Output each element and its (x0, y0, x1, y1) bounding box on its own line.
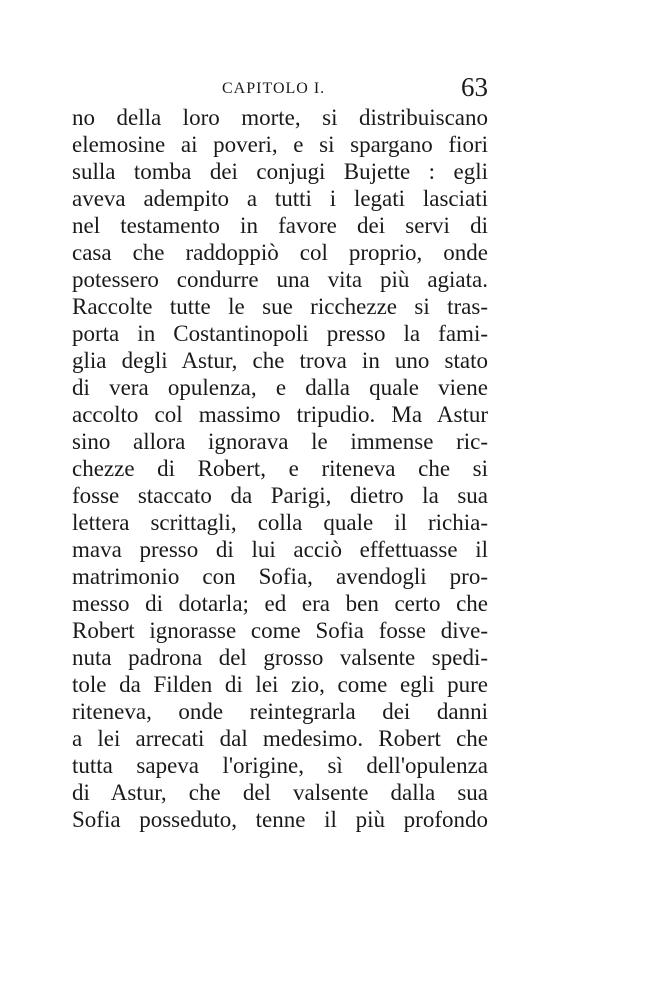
text-line: elemosine ai poveri, e si spargano fiori (72, 132, 488, 157)
text-line: matrimonio con Sofia, avendogli pro- (72, 564, 488, 589)
text-line: Robert ignorasse come Sofia fosse dive- (72, 618, 488, 643)
text-line: glia degli Astur, che trova in uno stato (72, 348, 488, 373)
text-line: fosse staccato da Parigi, dietro la sua (72, 483, 488, 508)
text-line: di vera opulenza, e dalla quale viene (72, 375, 488, 400)
chapter-title: CAPITOLO I. (222, 80, 326, 97)
text-line: mava presso di lui acciò effettuasse il (72, 537, 488, 562)
text-line: aveva adempito a tutti i legati lasciati (72, 186, 488, 211)
text-line: tole da Filden di lei zio, come egli pure (72, 672, 488, 697)
text-line: lettera scrittagli, colla quale il richia- (72, 510, 488, 535)
text-line: sino allora ignorava le immense ric- (72, 429, 488, 454)
running-head (72, 72, 488, 106)
text-line: porta in Costantinopoli presso la fami- (72, 321, 488, 346)
page-number: 63 (461, 72, 488, 102)
text-line: chezze di Robert, e riteneva che si (72, 456, 488, 481)
text-line: tutta sapeva l'origine, sì dell'opulenza (72, 753, 488, 778)
text-line: potessero condurre una vita più agiata. (72, 267, 488, 292)
text-line: no della loro morte, si distribuiscano (72, 105, 488, 130)
text-line: nuta padrona del grosso valsente spedi- (72, 645, 488, 670)
text-line: nel testamento in favore dei servi di (72, 213, 488, 238)
text-line: sulla tomba dei conjugi Bujette : egli (72, 159, 488, 184)
text-line: casa che raddoppiò col proprio, onde (72, 240, 488, 265)
text-line: accolto col massimo tripudio. Ma Astur (72, 402, 488, 427)
text-line: riteneva, onde reintegrarla dei danni (72, 699, 488, 724)
text-line: a lei arrecati dal medesimo. Robert che (72, 726, 488, 751)
body-text (72, 104, 488, 833)
text-line: Raccolte tutte le sue ricchezze si tras- (72, 294, 488, 319)
text-line: messo di dotarla; ed era ben certo che (72, 591, 488, 616)
text-line: Sofia posseduto, tenne il più profondo (72, 807, 488, 832)
text-line: di Astur, che del valsente dalla sua (72, 780, 488, 805)
